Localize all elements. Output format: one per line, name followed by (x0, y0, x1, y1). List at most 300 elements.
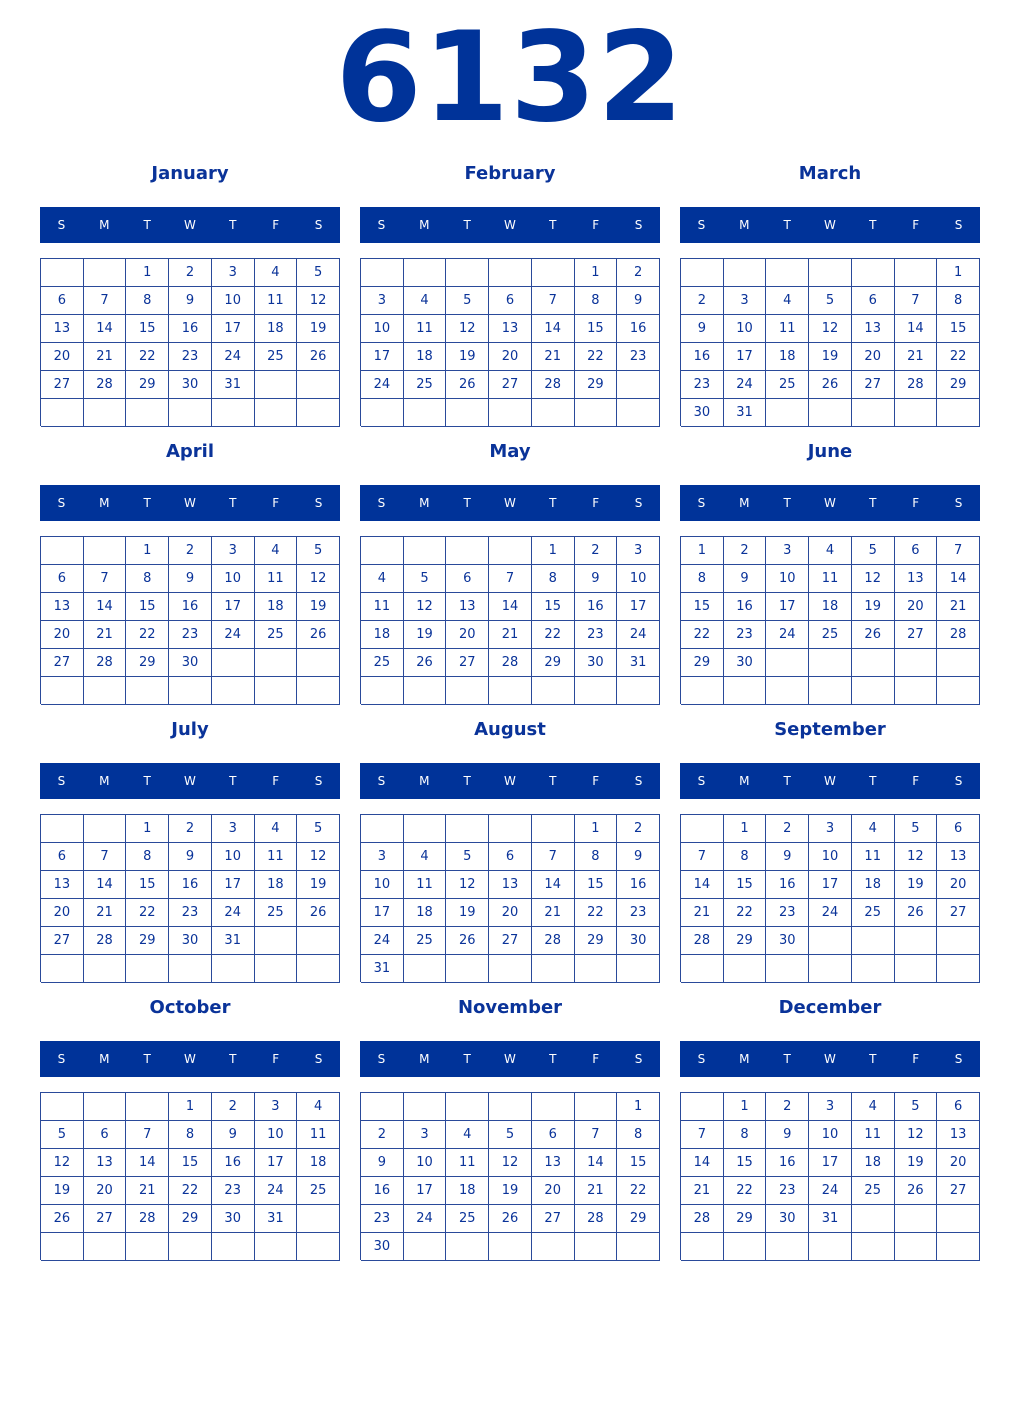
day-cell: 7 (681, 1121, 724, 1149)
day-cell: 25 (446, 1205, 489, 1233)
day-cell: 11 (255, 565, 298, 593)
weekday-label: W (504, 496, 516, 510)
day-cell: 22 (681, 621, 724, 649)
empty-day-cell (361, 1093, 404, 1121)
day-cell: 31 (809, 1205, 852, 1233)
empty-day-cell (532, 399, 575, 427)
day-cell: 15 (724, 1149, 767, 1177)
day-cell: 4 (361, 565, 404, 593)
day-grid (40, 814, 340, 982)
day-cell: 11 (766, 315, 809, 343)
empty-day-cell (766, 649, 809, 677)
day-cell: 30 (169, 927, 212, 955)
day-cell: 10 (212, 843, 255, 871)
day-cell: 3 (404, 1121, 447, 1149)
day-cell: 25 (297, 1177, 340, 1205)
day-grid (360, 536, 660, 704)
day-grid (360, 814, 660, 982)
day-cell: 24 (212, 899, 255, 927)
day-cell: 1 (126, 259, 169, 287)
empty-day-cell (84, 1093, 127, 1121)
weekday-label: S (57, 218, 66, 232)
day-cell: 24 (809, 899, 852, 927)
day-cell: 1 (724, 1093, 767, 1121)
day-cell: 6 (532, 1121, 575, 1149)
day-cell: 25 (852, 1177, 895, 1205)
day-cell: 22 (126, 899, 169, 927)
empty-day-cell (404, 399, 447, 427)
weekday-label: S (57, 496, 66, 510)
day-grid (680, 536, 980, 704)
day-cell: 29 (617, 1205, 660, 1233)
day-cell: 20 (84, 1177, 127, 1205)
day-cell: 2 (575, 537, 618, 565)
day-cell: 17 (809, 1149, 852, 1177)
day-cell: 24 (809, 1177, 852, 1205)
day-cell: 5 (809, 287, 852, 315)
day-cell: 7 (84, 287, 127, 315)
day-cell: 8 (575, 843, 618, 871)
weekday-label: T (463, 496, 471, 510)
day-cell: 19 (852, 593, 895, 621)
day-grid (680, 1092, 980, 1260)
months-grid (40, 158, 980, 1270)
day-cell: 20 (41, 621, 84, 649)
day-cell: 26 (809, 371, 852, 399)
weekday-label: M (99, 496, 110, 510)
day-cell: 3 (361, 287, 404, 315)
day-cell: 4 (255, 537, 298, 565)
day-cell: 2 (617, 259, 660, 287)
day-cell: 16 (766, 871, 809, 899)
empty-day-cell (404, 955, 447, 983)
day-cell: 27 (852, 371, 895, 399)
weekday-label: M (99, 218, 110, 232)
day-cell: 28 (681, 1205, 724, 1233)
day-cell: 17 (361, 343, 404, 371)
weekday-label: S (634, 774, 643, 788)
day-cell: 28 (84, 649, 127, 677)
empty-day-cell (361, 537, 404, 565)
day-cell: 15 (575, 315, 618, 343)
day-cell: 21 (681, 899, 724, 927)
day-grid (360, 1092, 660, 1260)
weekday-header (680, 485, 980, 521)
day-cell: 15 (532, 593, 575, 621)
day-cell: 21 (575, 1177, 618, 1205)
day-cell: 14 (895, 315, 938, 343)
month-september (680, 714, 980, 992)
weekday-label: M (739, 774, 750, 788)
day-cell: 19 (446, 899, 489, 927)
day-cell: 30 (766, 927, 809, 955)
empty-day-cell (532, 1093, 575, 1121)
day-cell: 4 (766, 287, 809, 315)
empty-day-cell (766, 677, 809, 705)
weekday-label: W (824, 774, 836, 788)
empty-day-cell (41, 537, 84, 565)
day-cell: 23 (766, 1177, 809, 1205)
weekday-label: T (783, 496, 791, 510)
day-cell: 3 (255, 1093, 298, 1121)
day-cell: 3 (212, 259, 255, 287)
day-cell: 11 (255, 287, 298, 315)
weekday-label: T (783, 1052, 791, 1066)
weekday-header (680, 207, 980, 243)
weekday-label: S (697, 774, 706, 788)
day-cell: 1 (575, 815, 618, 843)
day-cell: 24 (255, 1177, 298, 1205)
day-cell: 9 (575, 565, 618, 593)
day-cell: 7 (84, 565, 127, 593)
empty-day-cell (255, 927, 298, 955)
empty-day-cell (446, 259, 489, 287)
day-cell: 20 (446, 621, 489, 649)
empty-day-cell (84, 1233, 127, 1261)
day-cell: 31 (255, 1205, 298, 1233)
day-cell: 26 (489, 1205, 532, 1233)
day-cell: 15 (617, 1149, 660, 1177)
day-cell: 4 (404, 287, 447, 315)
day-cell: 4 (404, 843, 447, 871)
day-cell: 23 (681, 371, 724, 399)
day-cell: 18 (852, 1149, 895, 1177)
empty-day-cell (617, 677, 660, 705)
weekday-label: M (419, 218, 430, 232)
day-cell: 28 (895, 371, 938, 399)
weekday-label: M (739, 1052, 750, 1066)
day-cell: 10 (404, 1149, 447, 1177)
day-cell: 14 (532, 871, 575, 899)
empty-day-cell (809, 677, 852, 705)
weekday-header (40, 207, 340, 243)
weekday-label: F (272, 496, 280, 510)
day-cell: 24 (404, 1205, 447, 1233)
day-cell: 22 (575, 899, 618, 927)
day-cell: 27 (489, 371, 532, 399)
day-cell: 11 (255, 843, 298, 871)
day-cell: 14 (84, 871, 127, 899)
day-cell: 16 (361, 1177, 404, 1205)
month-name: March (798, 163, 862, 184)
empty-day-cell (809, 259, 852, 287)
empty-day-cell (809, 399, 852, 427)
day-cell: 9 (169, 843, 212, 871)
day-cell: 25 (404, 927, 447, 955)
empty-day-cell (575, 1233, 618, 1261)
empty-day-cell (895, 1205, 938, 1233)
day-cell: 13 (532, 1149, 575, 1177)
day-cell: 13 (41, 315, 84, 343)
day-cell: 30 (169, 371, 212, 399)
day-cell: 13 (446, 593, 489, 621)
month-october (40, 992, 340, 1270)
empty-day-cell (617, 1233, 660, 1261)
day-cell: 3 (766, 537, 809, 565)
day-cell: 4 (297, 1093, 340, 1121)
day-cell: 10 (255, 1121, 298, 1149)
day-cell: 29 (937, 371, 980, 399)
day-cell: 2 (766, 815, 809, 843)
empty-day-cell (937, 399, 980, 427)
day-cell: 4 (255, 259, 298, 287)
day-cell: 12 (446, 871, 489, 899)
weekday-label: T (143, 496, 151, 510)
weekday-label: S (57, 774, 66, 788)
day-cell: 22 (169, 1177, 212, 1205)
day-cell: 10 (212, 287, 255, 315)
day-cell: 8 (724, 843, 767, 871)
month-march (680, 158, 980, 436)
day-cell: 27 (41, 927, 84, 955)
empty-day-cell (852, 1233, 895, 1261)
weekday-label: T (463, 1052, 471, 1066)
day-cell: 5 (895, 815, 938, 843)
empty-day-cell (404, 815, 447, 843)
day-cell: 31 (617, 649, 660, 677)
weekday-label: F (592, 1052, 600, 1066)
weekday-label: S (57, 1052, 66, 1066)
weekday-header (680, 1041, 980, 1077)
empty-day-cell (617, 399, 660, 427)
day-cell: 25 (255, 899, 298, 927)
day-cell: 9 (766, 843, 809, 871)
day-cell: 29 (575, 927, 618, 955)
day-cell: 14 (532, 315, 575, 343)
day-cell: 23 (169, 621, 212, 649)
day-cell: 24 (212, 621, 255, 649)
empty-day-cell (84, 399, 127, 427)
month-january (40, 158, 340, 436)
weekday-label: S (377, 218, 386, 232)
weekday-label: T (549, 496, 557, 510)
day-cell: 2 (212, 1093, 255, 1121)
day-cell: 4 (852, 1093, 895, 1121)
weekday-label: S (377, 774, 386, 788)
empty-day-cell (41, 955, 84, 983)
day-cell: 20 (937, 1149, 980, 1177)
empty-day-cell (212, 1233, 255, 1261)
day-cell: 2 (766, 1093, 809, 1121)
day-cell: 23 (361, 1205, 404, 1233)
empty-day-cell (937, 677, 980, 705)
weekday-label: T (463, 774, 471, 788)
empty-day-cell (937, 1233, 980, 1261)
day-cell: 29 (126, 649, 169, 677)
month-august (360, 714, 660, 992)
weekday-label: T (229, 218, 237, 232)
day-cell: 2 (617, 815, 660, 843)
day-cell: 13 (84, 1149, 127, 1177)
empty-day-cell (489, 955, 532, 983)
day-cell: 7 (895, 287, 938, 315)
day-cell: 20 (489, 899, 532, 927)
month-name: February (464, 163, 556, 184)
day-cell: 21 (84, 621, 127, 649)
day-cell: 28 (532, 371, 575, 399)
empty-day-cell (766, 1233, 809, 1261)
empty-day-cell (809, 927, 852, 955)
day-cell: 1 (681, 537, 724, 565)
day-cell: 6 (937, 815, 980, 843)
day-cell: 12 (297, 843, 340, 871)
empty-day-cell (41, 677, 84, 705)
empty-day-cell (532, 815, 575, 843)
weekday-label: S (377, 1052, 386, 1066)
weekday-label: T (143, 218, 151, 232)
day-cell: 3 (809, 815, 852, 843)
empty-day-cell (446, 955, 489, 983)
weekday-label: T (783, 774, 791, 788)
day-grid (360, 258, 660, 426)
day-cell: 30 (361, 1233, 404, 1261)
weekday-label: T (549, 1052, 557, 1066)
day-cell: 13 (937, 1121, 980, 1149)
day-cell: 22 (126, 343, 169, 371)
empty-day-cell (169, 677, 212, 705)
day-cell: 25 (809, 621, 852, 649)
weekday-label: M (419, 496, 430, 510)
day-cell: 11 (446, 1149, 489, 1177)
day-cell: 11 (404, 315, 447, 343)
empty-day-cell (361, 259, 404, 287)
day-cell: 12 (297, 565, 340, 593)
day-cell: 18 (255, 593, 298, 621)
day-cell: 17 (617, 593, 660, 621)
day-cell: 27 (41, 649, 84, 677)
day-cell: 15 (575, 871, 618, 899)
day-cell: 14 (575, 1149, 618, 1177)
day-cell: 22 (617, 1177, 660, 1205)
day-cell: 15 (937, 315, 980, 343)
weekday-label: T (229, 496, 237, 510)
empty-day-cell (255, 399, 298, 427)
day-cell: 24 (766, 621, 809, 649)
day-cell: 14 (84, 593, 127, 621)
day-cell: 7 (575, 1121, 618, 1149)
day-cell: 26 (404, 649, 447, 677)
day-cell: 7 (126, 1121, 169, 1149)
day-cell: 29 (575, 371, 618, 399)
day-cell: 28 (84, 927, 127, 955)
weekday-label: M (739, 218, 750, 232)
day-cell: 10 (617, 565, 660, 593)
empty-day-cell (575, 677, 618, 705)
day-cell: 9 (681, 315, 724, 343)
day-cell: 27 (41, 371, 84, 399)
day-cell: 25 (766, 371, 809, 399)
day-cell: 7 (84, 843, 127, 871)
day-cell: 27 (532, 1205, 575, 1233)
day-cell: 26 (297, 899, 340, 927)
day-grid (680, 814, 980, 982)
empty-day-cell (84, 815, 127, 843)
empty-day-cell (446, 1233, 489, 1261)
day-cell: 21 (489, 621, 532, 649)
empty-day-cell (809, 649, 852, 677)
month-name: September (774, 719, 886, 740)
weekday-header (360, 207, 660, 243)
day-cell: 26 (895, 899, 938, 927)
day-cell: 25 (255, 343, 298, 371)
day-cell: 10 (809, 1121, 852, 1149)
day-cell: 24 (361, 927, 404, 955)
day-cell: 9 (724, 565, 767, 593)
day-cell: 27 (895, 621, 938, 649)
day-cell: 10 (212, 565, 255, 593)
weekday-label: F (272, 218, 280, 232)
day-cell: 8 (169, 1121, 212, 1149)
day-cell: 8 (575, 287, 618, 315)
empty-day-cell (297, 955, 340, 983)
empty-day-cell (681, 1233, 724, 1261)
weekday-header (40, 1041, 340, 1077)
day-cell: 23 (617, 343, 660, 371)
empty-day-cell (617, 371, 660, 399)
day-cell: 23 (617, 899, 660, 927)
day-cell: 6 (489, 843, 532, 871)
day-grid (40, 258, 340, 426)
day-cell: 12 (446, 315, 489, 343)
month-june (680, 436, 980, 714)
empty-day-cell (297, 399, 340, 427)
empty-day-cell (895, 927, 938, 955)
weekday-label: T (549, 218, 557, 232)
weekday-label: S (954, 496, 963, 510)
empty-day-cell (489, 677, 532, 705)
day-cell: 19 (297, 871, 340, 899)
empty-day-cell (84, 677, 127, 705)
day-cell: 3 (809, 1093, 852, 1121)
weekday-label: F (272, 774, 280, 788)
day-cell: 11 (809, 565, 852, 593)
day-cell: 28 (126, 1205, 169, 1233)
day-cell: 6 (41, 843, 84, 871)
day-cell: 22 (724, 1177, 767, 1205)
weekday-label: T (783, 218, 791, 232)
day-cell: 3 (617, 537, 660, 565)
day-cell: 29 (724, 927, 767, 955)
empty-day-cell (489, 1093, 532, 1121)
empty-day-cell (126, 1233, 169, 1261)
empty-day-cell (809, 1233, 852, 1261)
empty-day-cell (84, 955, 127, 983)
empty-day-cell (809, 955, 852, 983)
month-december (680, 992, 980, 1270)
day-cell: 3 (212, 537, 255, 565)
weekday-label: S (954, 774, 963, 788)
day-cell: 5 (41, 1121, 84, 1149)
day-cell: 15 (724, 871, 767, 899)
month-name: April (165, 441, 215, 462)
weekday-header (680, 763, 980, 799)
day-cell: 15 (126, 871, 169, 899)
day-cell: 21 (532, 343, 575, 371)
empty-day-cell (937, 927, 980, 955)
day-cell: 26 (446, 927, 489, 955)
empty-day-cell (681, 1093, 724, 1121)
empty-day-cell (895, 259, 938, 287)
day-cell: 12 (41, 1149, 84, 1177)
weekday-label: M (739, 496, 750, 510)
day-cell: 18 (446, 1177, 489, 1205)
day-cell: 14 (489, 593, 532, 621)
day-cell: 22 (724, 899, 767, 927)
day-cell: 8 (681, 565, 724, 593)
day-cell: 19 (809, 343, 852, 371)
day-cell: 22 (937, 343, 980, 371)
day-cell: 27 (489, 927, 532, 955)
